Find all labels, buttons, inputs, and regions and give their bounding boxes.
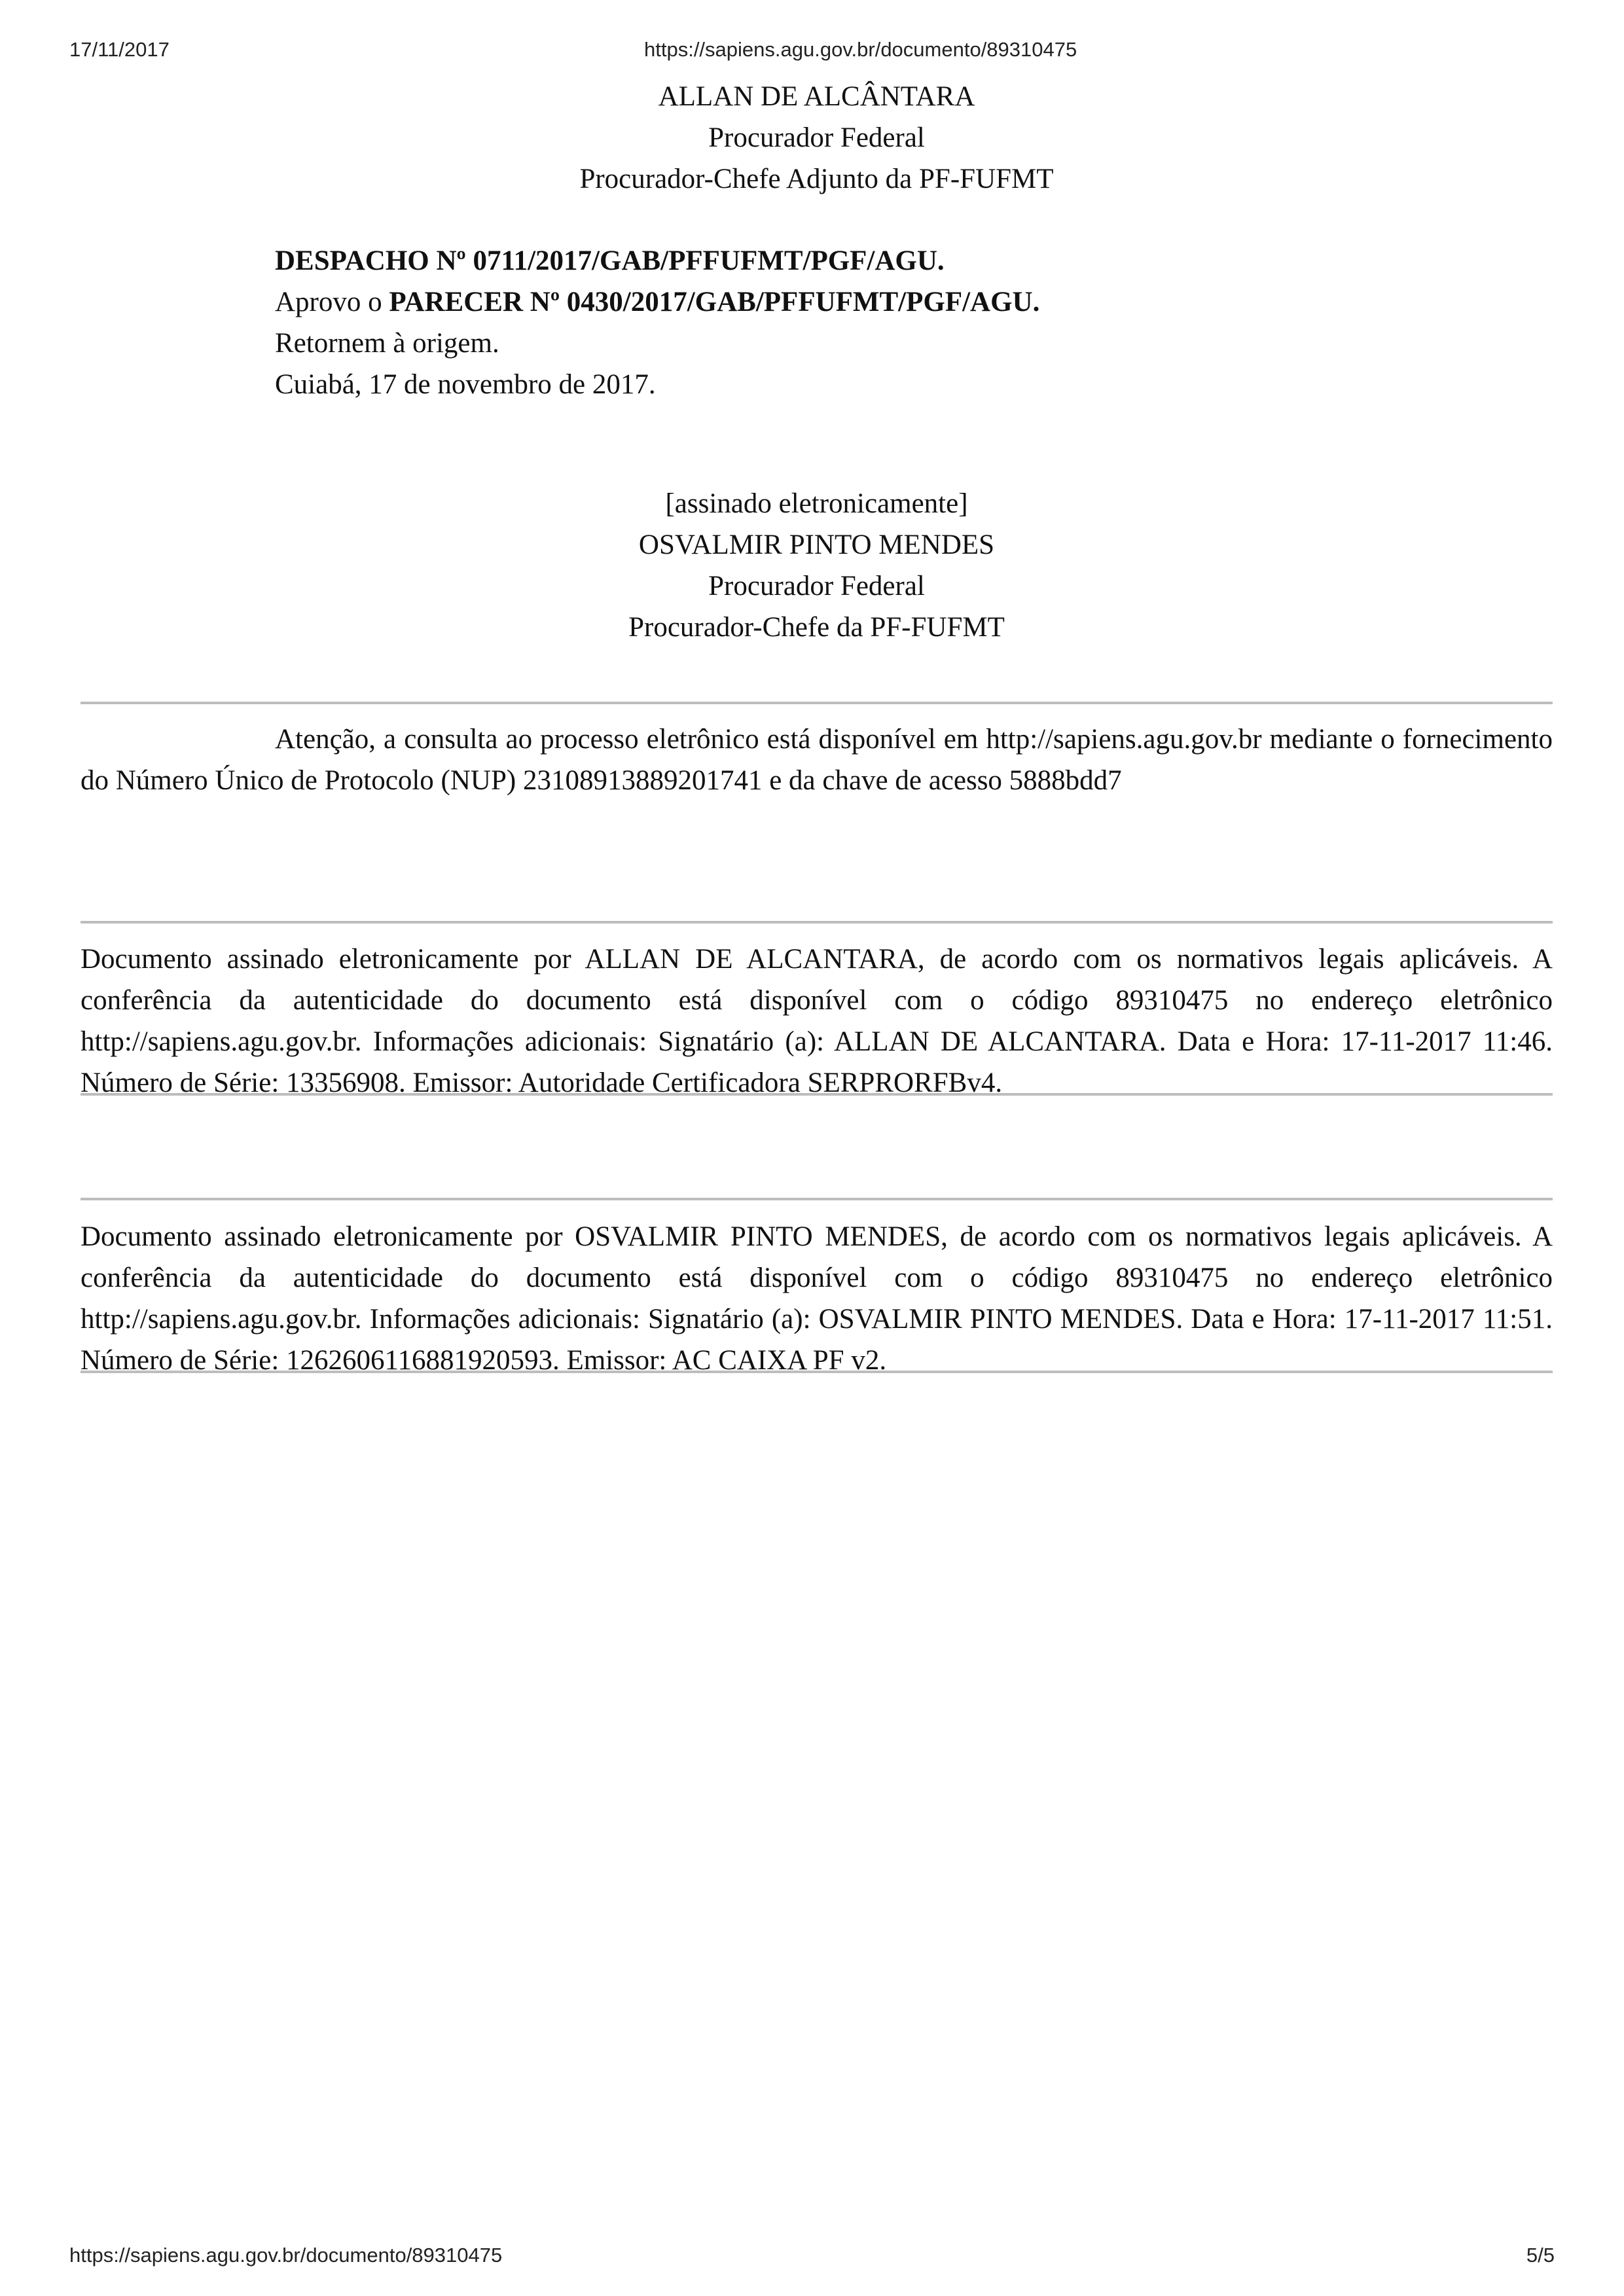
despacho-block bbox=[275, 240, 1519, 405]
top-signatory-role: Procurador Federal bbox=[708, 122, 925, 153]
signed-electronically-note: [assinado eletronicamente] bbox=[665, 488, 968, 519]
divider bbox=[81, 921, 1553, 924]
despacho-approval bbox=[275, 281, 1519, 323]
parecer-reference: PARECER Nº 0430/2017/GAB/PFFUFMT/PGF/AGU. bbox=[389, 287, 1040, 317]
top-signatory-block bbox=[81, 76, 1553, 200]
despacho-return: Retornem à origem. bbox=[275, 328, 499, 359]
print-header bbox=[0, 38, 1624, 64]
signature-block-osvalmir: Documento assinado eletronicamente por OSVALMIR PINTO MENDES, de acordo com os normativos legais aplicáveis. A conferência da autenticidade do documento está disponível com o código 89310475 no endereço eletrônico http://sapiens.agu.gov.br. Informações adicionais: Signatário (a): OSVALMIR PINTO MENDES. Data e Hora: 17-11-2017 11:51. Número de Série: 1262606116881920593. Emissor: AC CAIXA PF v2. bbox=[81, 1221, 1553, 1376]
despacho-title: DESPACHO Nº 0711/2017/GAB/PFFUFMT/PGF/AGU. bbox=[275, 245, 945, 276]
bottom-signatory-name: OSVALMIR PINTO MENDES bbox=[638, 529, 995, 560]
divider bbox=[81, 1371, 1553, 1373]
page-number: 5/5 bbox=[1526, 2244, 1555, 2267]
top-signatory-position: Procurador-Chefe Adjunto da PF-FUFMT bbox=[579, 164, 1054, 194]
print-footer bbox=[0, 2244, 1624, 2270]
divider bbox=[81, 1093, 1553, 1096]
despacho-place-date: Cuiabá, 17 de novembro de 2017. bbox=[275, 369, 656, 400]
attention-notice: Atenção, a consulta ao processo eletrônico está disponível em http://sapiens.agu.gov.br mediante o fornecimento do Número Único de Protocolo (NUP) 23108913889201741 e da chave de acesso 5888bdd7 bbox=[81, 724, 1553, 796]
approval-prefix: Aprovo o bbox=[275, 287, 389, 317]
bottom-signatory-position: Procurador-Chefe da PF-FUFMT bbox=[628, 612, 1005, 643]
divider bbox=[81, 1198, 1553, 1200]
footer-url: https://sapiens.agu.gov.br/documento/89310475 bbox=[69, 2244, 503, 2267]
top-signatory-name: ALLAN DE ALCÂNTARA bbox=[658, 81, 975, 112]
signature-block-allan: Documento assinado eletronicamente por ALLAN DE ALCANTARA, de acordo com os normativos legais aplicáveis. A conferência da autenticidade do documento está disponível com o código 89310475 no endereço eletrônico http://sapiens.agu.gov.br. Informações adicionais: Signatário (a): ALLAN DE ALCANTARA. Data e Hora: 17-11-2017 11:46. Número de Série: 13356908. Emissor: Autoridade Certificadora SERPRORFBv4. bbox=[81, 944, 1553, 1098]
print-date: 17/11/2017 bbox=[69, 38, 170, 61]
bottom-signatory-role: Procurador Federal bbox=[708, 571, 925, 601]
divider bbox=[81, 702, 1553, 704]
print-url: https://sapiens.agu.gov.br/documento/89310475 bbox=[644, 38, 1077, 61]
bottom-signatory-block bbox=[81, 483, 1553, 648]
